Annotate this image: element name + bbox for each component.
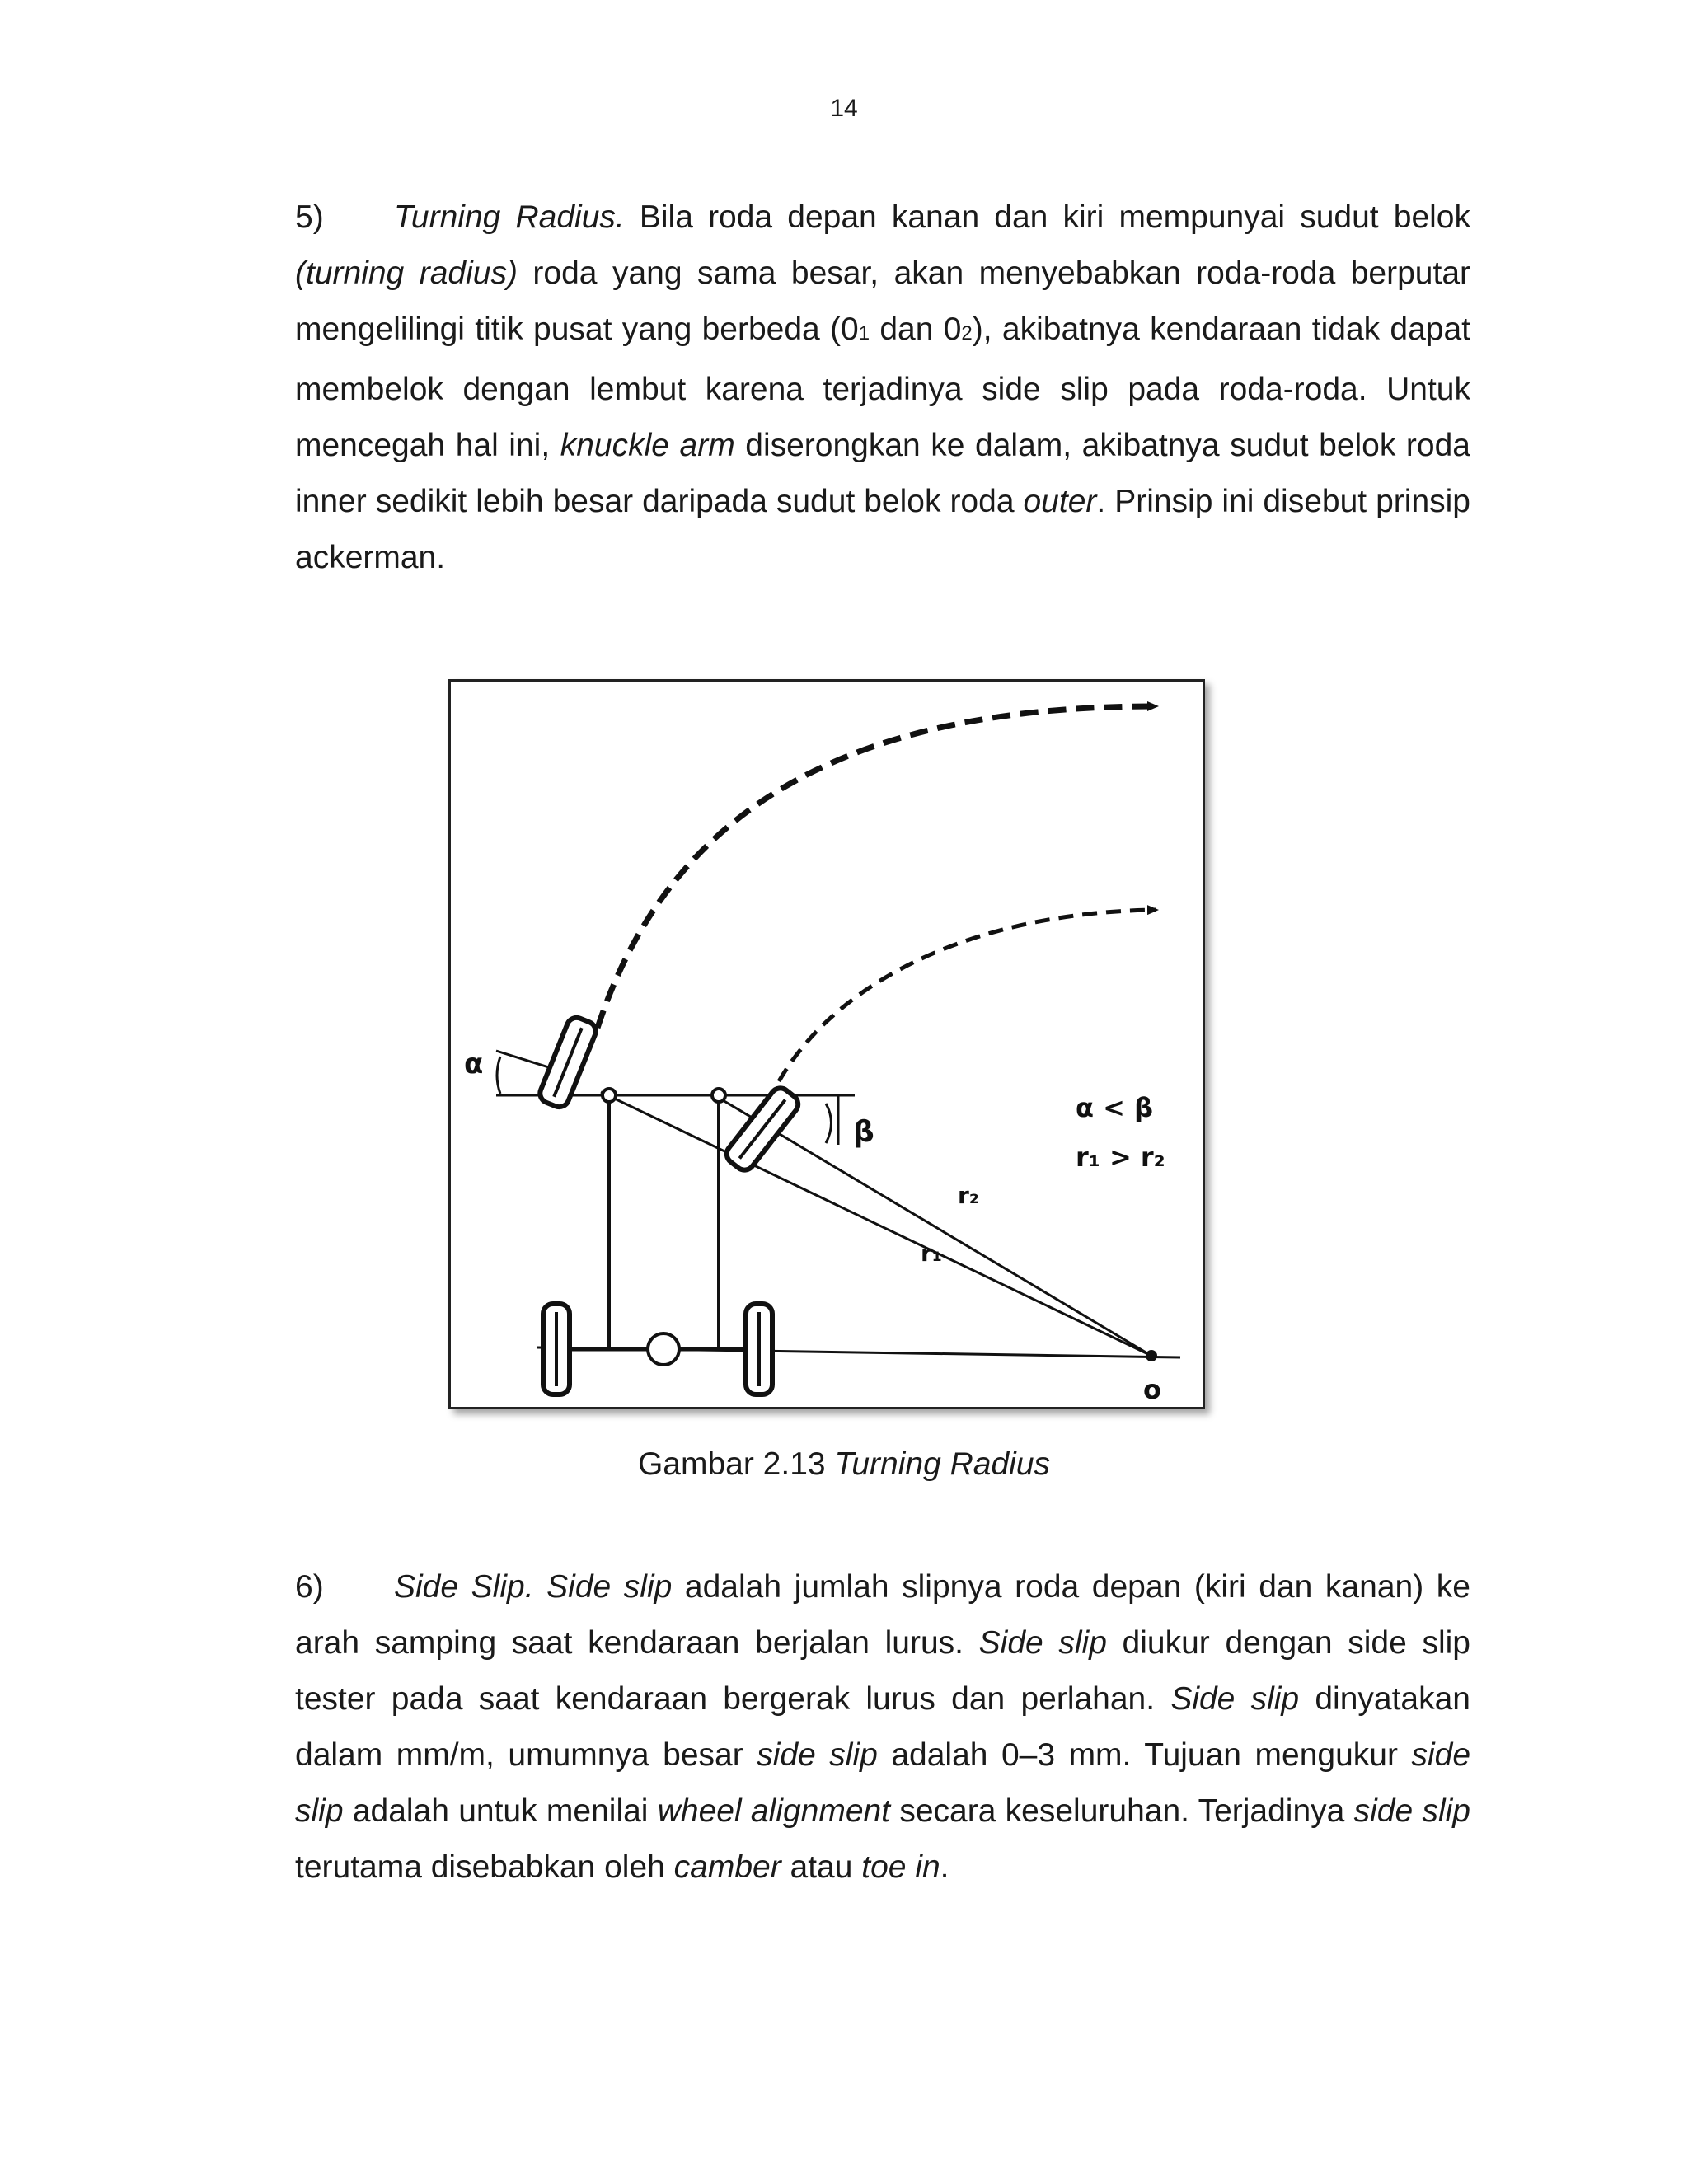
italic-span: toe in (861, 1849, 940, 1885)
left-pivot-point (603, 1089, 616, 1102)
text-span: adalah 0–3 mm. Tujuan mengukur (877, 1737, 1412, 1773)
italic-span: side slip (295, 1737, 1471, 1829)
italic-span: Side slip (546, 1569, 673, 1605)
text-span: diserongkan ke dalam, akibatnya sudut belok roda inner sedikit lebih besar daripada sudut belok roda (295, 428, 1470, 519)
turning-radius-figure (448, 679, 1205, 1409)
label-o: o (1143, 1374, 1161, 1405)
term-side-slip: Side Slip. (394, 1569, 534, 1605)
text-span: diukur dengan side slip tester pada saat kendaraan bergerak lurus dan perlahan. (295, 1625, 1470, 1717)
italic-span: camber (673, 1849, 781, 1885)
label-alpha: α (464, 1047, 484, 1080)
section-number: 6) (295, 1569, 324, 1605)
text-span: Bila roda depan kanan dan kiri mempunyai sudut belok (624, 199, 1470, 235)
text-span: dinyatakan dalam mm/m, umumnya besar (295, 1681, 1470, 1773)
italic-span: (turning radius) (295, 255, 518, 291)
label-r1: r₁ (921, 1240, 943, 1267)
page-number: 14 (830, 95, 858, 122)
label-beta: β (853, 1115, 874, 1149)
label-relation-alpha-beta: α < β (1076, 1092, 1153, 1123)
front-right-wheel (723, 1085, 802, 1174)
italic-span: wheel alignment (657, 1793, 891, 1829)
paragraph-side-slip (295, 1559, 1470, 1896)
text-span: . (940, 1849, 950, 1885)
caption-title: Turning Radius (834, 1446, 1051, 1482)
text-span: adalah untuk menilai (343, 1793, 658, 1829)
term-turning-radius: Turning Radius. (394, 199, 625, 235)
subscript: 2 (961, 322, 973, 344)
outer-trajectory-arc (598, 706, 1156, 1028)
italic-span: side slip (1353, 1793, 1470, 1829)
rear-left-wheel (543, 1304, 570, 1394)
differential-circle (648, 1333, 679, 1365)
italic-span: Side slip (1170, 1681, 1300, 1717)
italic-span: knuckle arm (560, 428, 735, 463)
rear-right-wheel (746, 1304, 772, 1394)
turning-radius-diagram (451, 682, 1203, 1407)
text-span: dan 0 (870, 312, 962, 347)
text-span: . Prinsip ini disebut prinsip ackerman. (295, 484, 1470, 575)
right-pivot-point (712, 1089, 725, 1102)
text-span: terutama disebabkan oleh (295, 1849, 674, 1885)
radius-r2-line (723, 1100, 1151, 1356)
section-number: 5) (295, 199, 324, 235)
label-relation-r1-r2: r₁ > r₂ (1076, 1141, 1165, 1173)
caption-prefix: Gambar 2.13 (637, 1446, 835, 1482)
italic-span: side slip (757, 1737, 878, 1773)
radius-r1-line (601, 1092, 1151, 1356)
text-span: adalah jumlah slipnya roda depan (kiri dan kanan) ke arah samping saat kendaraan berjalan lurus. (295, 1569, 1470, 1661)
inner-trajectory-arc (779, 910, 1156, 1081)
italic-span: Side slip (978, 1625, 1107, 1661)
text-span: ), akibatnya kendaraan tidak dapat membelok dengan lembut karena terjadinya side slip pada roda-roda. Untuk mencegah hal ini, (295, 312, 1471, 463)
italic-span: outer (1023, 484, 1097, 519)
figure-caption (0, 1446, 1688, 1483)
alpha-reference-line (496, 1051, 554, 1069)
paragraph-turning-radius (295, 190, 1470, 586)
turning-center-point (1146, 1350, 1157, 1361)
subscript: 1 (858, 322, 870, 344)
text-span: roda yang sama besar, akan menyebabkan roda-roda berputar mengelilingi titik pusat yang berbeda (0 (295, 255, 1471, 347)
text-span: atau (781, 1849, 862, 1885)
text-span: secara keseluruhan. Terjadinya (890, 1793, 1354, 1829)
label-r2: r₂ (958, 1182, 980, 1209)
